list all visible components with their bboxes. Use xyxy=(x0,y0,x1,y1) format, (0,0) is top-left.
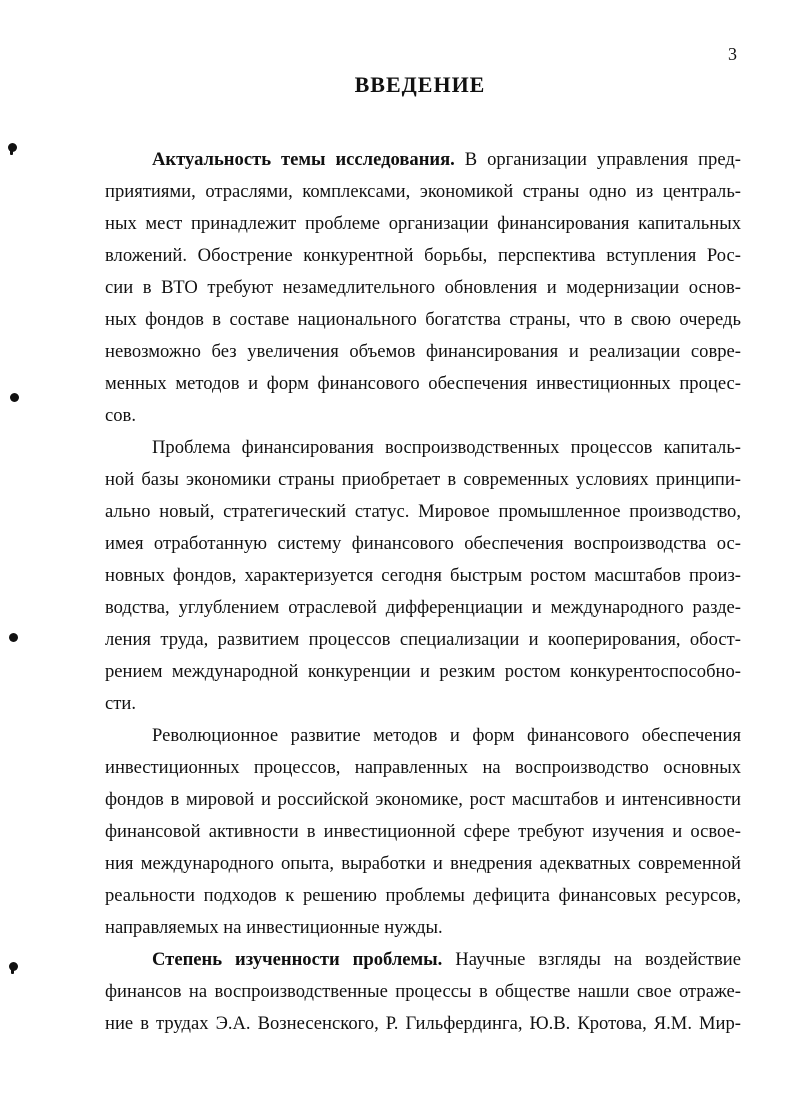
paragraph-line: фондов в мировой и российской экономике, рост масштабов и интенсивности xyxy=(105,789,741,810)
paragraph-line: ления труда, развитием процессов специализации и кооперирования, обост- xyxy=(105,629,741,650)
paragraph-line: направляемых на инвестиционные нужды. xyxy=(105,917,443,938)
paragraph-line: ально новый, стратегический статус. Мировое промышленное производство, xyxy=(105,501,741,522)
paragraph-heading: Актуальность темы исследования. xyxy=(152,149,455,170)
paragraph-line: реальности подходов к решению проблемы дефицита финансовых ресурсов, xyxy=(105,885,741,906)
paragraph-line: Актуальность темы исследования. В организации управления пред- xyxy=(152,149,741,170)
paragraph-line: Революционное развитие методов и форм финансового обеспечения xyxy=(152,725,741,746)
paragraph-line: рением международной конкуренции и резким ростом конкурентоспособно- xyxy=(105,661,741,682)
paragraph-line: Проблема финансирования воспроизводственных процессов капиталь- xyxy=(152,437,741,458)
section-title: ВВЕДЕНИЕ xyxy=(354,72,486,97)
paragraph-line: водства, углублением отраслевой дифференциации и международного разде- xyxy=(105,597,741,618)
paragraph-line: ние в трудах Э.А. Вознесенского, Р. Гильфердинга, Ю.В. Кротова, Я.М. Мир- xyxy=(105,1013,741,1034)
paragraph-line: ной базы экономики страны приобретает в современных условиях принципи- xyxy=(105,469,741,490)
paragraph-line: менных методов и форм финансового обеспечения инвестиционных процес- xyxy=(105,373,741,394)
paragraph-line: приятиями, отраслями, комплексами, экономикой страны одно из централь- xyxy=(105,181,741,202)
margin-punch-mark xyxy=(8,143,17,152)
margin-punch-mark xyxy=(10,393,19,402)
paragraph-line: новных фондов, характеризуется сегодня быстрым ростом масштабов произ- xyxy=(105,565,741,586)
paragraph-line: ных мест принадлежит проблеме организации финансирования капитальных xyxy=(105,213,741,234)
paragraph-line: ных фондов в составе национального богатства страны, что в свою очередь xyxy=(105,309,741,330)
page-number: 3 xyxy=(728,44,737,64)
margin-punch-mark xyxy=(9,633,18,642)
paragraph-line: ния международного опыта, выработки и внедрения адекватных современной xyxy=(105,853,741,874)
paragraph-line: инвестиционных процессов, направленных на воспроизводство основных xyxy=(105,757,741,778)
paragraph-line: Степень изученности проблемы. Научные взгляды на воздействие xyxy=(152,949,741,970)
paragraph-heading: Степень изученности проблемы. xyxy=(152,949,443,970)
margin-punch-mark xyxy=(9,962,18,971)
paragraph-line: финансов на воспроизводственные процессы в обществе нашли свое отраже- xyxy=(105,981,741,1002)
paragraph-line: сти. xyxy=(105,693,136,714)
paragraph-line: сов. xyxy=(105,405,136,426)
paragraph-line: невозможно без увеличения объемов финансирования и реализации совре- xyxy=(105,341,741,362)
paragraph-line: финансовой активности в инвестиционной сфере требуют изучения и освое- xyxy=(105,821,741,842)
paragraph-line: имея отработанную систему финансового обеспечения воспроизводства ос- xyxy=(105,533,741,554)
paragraph-line: вложений. Обострение конкурентной борьбы, перспектива вступления Рос- xyxy=(105,245,741,266)
paragraph-line: сии в ВТО требуют незамедлительного обновления и модернизации основ- xyxy=(105,277,741,298)
